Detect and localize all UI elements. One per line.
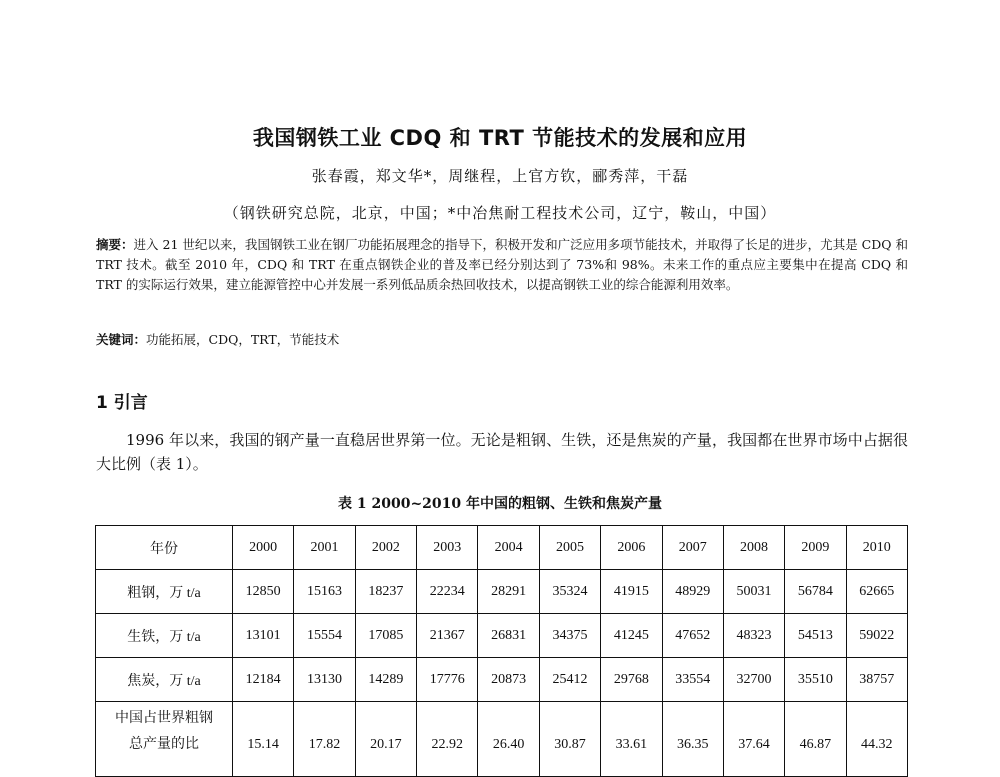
row-label-line: 总产量的比 bbox=[129, 737, 199, 752]
row-label: 焦炭，万 t/a bbox=[96, 658, 233, 702]
table-cell: 34375 bbox=[539, 614, 600, 658]
table-cell: 15.14 bbox=[233, 702, 294, 777]
table-cell: 48323 bbox=[723, 614, 784, 658]
table-cell: 17.82 bbox=[294, 702, 355, 777]
table-cell: 22234 bbox=[417, 570, 478, 614]
table-cell: 14289 bbox=[355, 658, 416, 702]
table-cell: 12184 bbox=[233, 658, 294, 702]
table-cell: 41915 bbox=[601, 570, 662, 614]
table-cell: 28291 bbox=[478, 570, 539, 614]
table-cell: 20.17 bbox=[355, 702, 416, 777]
row-label bbox=[96, 702, 233, 777]
row-label-line: 中国占世界粗钢 bbox=[115, 711, 213, 726]
table-cell: 13130 bbox=[294, 658, 355, 702]
table-cell: 20873 bbox=[478, 658, 539, 702]
table-cell: 33.61 bbox=[601, 702, 662, 777]
table-cell: 12850 bbox=[233, 570, 294, 614]
table-cell: 25412 bbox=[539, 658, 600, 702]
table-row bbox=[96, 702, 908, 777]
header-cell: 2002 bbox=[355, 526, 416, 570]
header-cell: 2006 bbox=[601, 526, 662, 570]
table-cell: 44.32 bbox=[846, 702, 907, 777]
table-cell: 29768 bbox=[601, 658, 662, 702]
header-cell: 2007 bbox=[662, 526, 723, 570]
table-cell: 56784 bbox=[785, 570, 846, 614]
table-cell: 37.64 bbox=[723, 702, 784, 777]
keywords-label: 关键词： bbox=[96, 332, 147, 347]
intro-paragraph: 1996 年以来，我国的钢产量一直稳居世界第一位。无论是粗钢、生铁，还是焦炭的产量，我国都在世界市场中占据很大比例（表 1）。 bbox=[96, 431, 908, 473]
table-cell: 47652 bbox=[662, 614, 723, 658]
affiliation: （钢铁研究总院，北京，中国；*中冶焦耐工程技术公司，辽宁，鞍山，中国） bbox=[223, 204, 777, 222]
header-cell: 2010 bbox=[846, 526, 907, 570]
table-cell: 50031 bbox=[723, 570, 784, 614]
production-table bbox=[95, 525, 908, 777]
table-cell: 21367 bbox=[417, 614, 478, 658]
table-cell: 38757 bbox=[846, 658, 907, 702]
header-cell: 2001 bbox=[294, 526, 355, 570]
table-cell: 36.35 bbox=[662, 702, 723, 777]
header-cell: 2008 bbox=[723, 526, 784, 570]
table-cell: 32700 bbox=[723, 658, 784, 702]
table-cell: 18237 bbox=[355, 570, 416, 614]
table-cell: 17776 bbox=[417, 658, 478, 702]
row-label: 粗钢，万 t/a bbox=[96, 570, 233, 614]
header-cell: 2004 bbox=[478, 526, 539, 570]
header-cell: 2005 bbox=[539, 526, 600, 570]
table-cell: 62665 bbox=[846, 570, 907, 614]
table-row bbox=[96, 614, 908, 658]
keywords-text: 功能拓展，CDQ，TRT，节能技术 bbox=[146, 332, 340, 347]
table-cell: 35324 bbox=[539, 570, 600, 614]
table-cell: 15163 bbox=[294, 570, 355, 614]
table-cell: 30.87 bbox=[539, 702, 600, 777]
table-cell: 15554 bbox=[294, 614, 355, 658]
table-row bbox=[96, 658, 908, 702]
table-cell: 26.40 bbox=[478, 702, 539, 777]
keywords bbox=[96, 330, 339, 348]
abstract bbox=[96, 235, 908, 295]
header-cell: 2003 bbox=[417, 526, 478, 570]
header-cell: 2009 bbox=[785, 526, 846, 570]
table-cell: 41245 bbox=[601, 614, 662, 658]
header-cell: 2000 bbox=[233, 526, 294, 570]
table-cell: 59022 bbox=[846, 614, 907, 658]
table-cell: 13101 bbox=[233, 614, 294, 658]
row-label: 生铁，万 t/a bbox=[96, 614, 233, 658]
table-cell: 33554 bbox=[662, 658, 723, 702]
table-cell: 35510 bbox=[785, 658, 846, 702]
table-row bbox=[96, 570, 908, 614]
table-header-row bbox=[96, 526, 908, 570]
table-cell: 22.92 bbox=[417, 702, 478, 777]
table-cell: 26831 bbox=[478, 614, 539, 658]
table-cell: 46.87 bbox=[785, 702, 846, 777]
section-heading: 1 引言 bbox=[96, 393, 148, 413]
header-cell: 年份 bbox=[96, 526, 233, 570]
table-cell: 48929 bbox=[662, 570, 723, 614]
table-caption: 表 1 2000~2010 年中国的粗钢、生铁和焦炭产量 bbox=[337, 496, 663, 512]
author-list: 张春霞，郑文华*，周继程，上官方钦，郦秀萍，干磊 bbox=[311, 167, 689, 185]
table-cell: 17085 bbox=[355, 614, 416, 658]
abstract-text: 进入 21 世纪以来，我国钢铁工业在钢厂功能拓展理念的指导下，积极开发和广泛应用多项节能技术，并取得了长足的进步，尤其是 CDQ 和 TRT 技术。截至 2010 年，CDQ 和 TRT 在重点钢铁企业的普及率已经分别达到了 73%和 98%。未来工作的重点应主要集中在提高 CDQ 和 TRT 的实际运行效果，建立能源管控中心并发展一系列低品质余热回收技术，以提高钢铁工业的综合能源利用效率。 bbox=[96, 237, 908, 292]
table-cell: 54513 bbox=[785, 614, 846, 658]
paper-title: 我国钢铁工业 CDQ 和 TRT 节能技术的发展和应用 bbox=[252, 126, 748, 150]
abstract-label: 摘要： bbox=[96, 237, 134, 252]
